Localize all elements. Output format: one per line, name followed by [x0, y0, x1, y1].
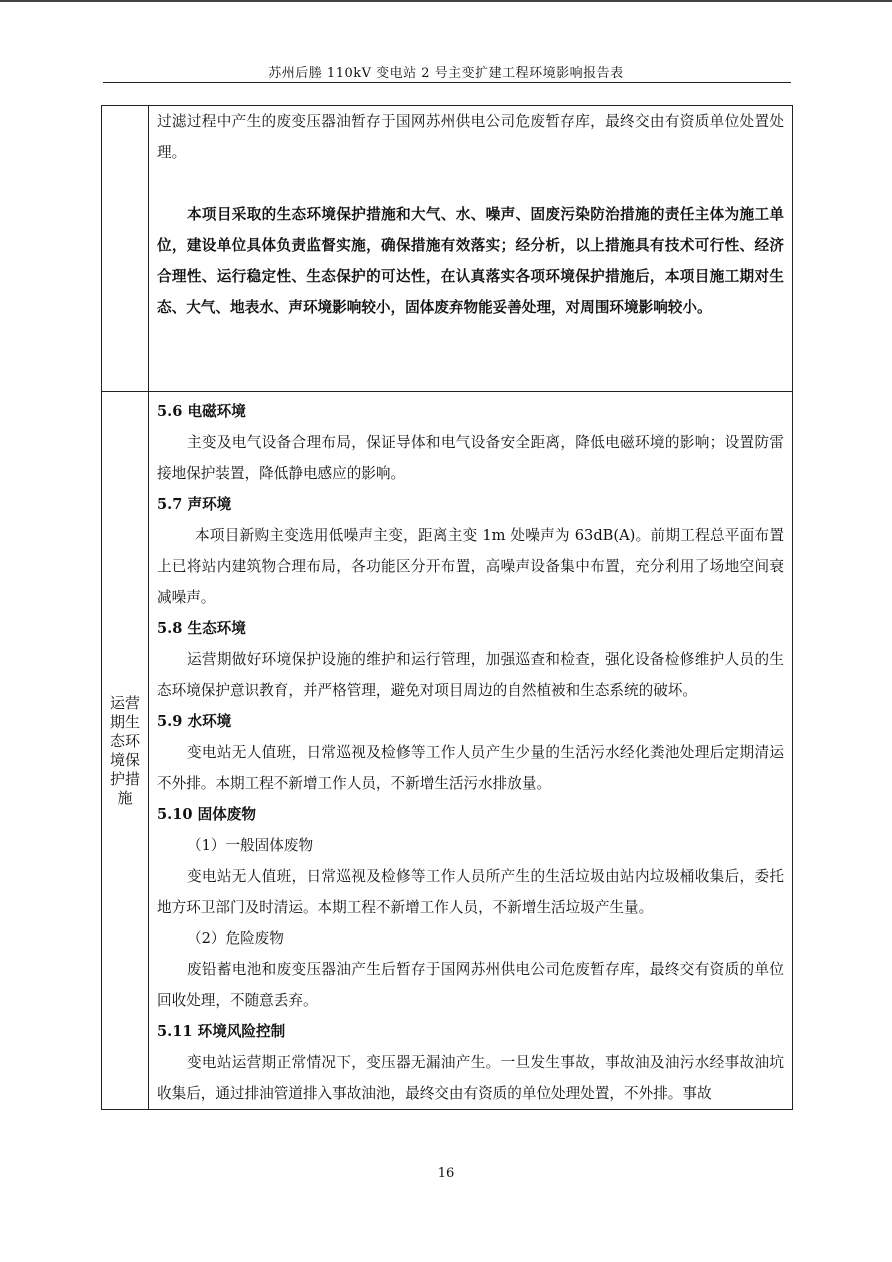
- paragraph: 废铅蓄电池和废变压器油产生后暂存于国网苏州供电公司危废暂存库，最终交有资质的单位回收处理，不随意丢弃。: [157, 961, 784, 1009]
- paragraph: 变电站无人值班，日常巡视及检修等工作人员所产生的生活垃圾由站内垃圾桶收集后，委托地方环卫部门及时清运。本期工程不新增工作人员，不新增生活垃圾产生量。: [157, 868, 784, 916]
- row-label-cell: [102, 106, 149, 392]
- section-heading: 5.8 生态环境: [157, 620, 246, 637]
- page-header: 苏州后塍 110kV 变电站 2 号主变扩建工程环境影响报告表: [268, 66, 624, 81]
- header-rule: [103, 82, 791, 83]
- table-row: [102, 106, 793, 392]
- paragraph: 过滤过程中产生的废变压器油暂存于国网苏州供电公司危废暂存库，最终交由有资质单位处置处理。: [157, 113, 784, 161]
- paragraph: 主变及电气设备合理布局，保证导体和电气设备安全距离，降低电磁环境的影响；设置防雷接地保护装置，降低静电感应的影响。: [157, 434, 784, 482]
- section-heading: 5.7 声环境: [157, 496, 232, 513]
- row-label: 运营期生态环境保护措施: [109, 693, 140, 807]
- top-border: [0, 0, 892, 2]
- measures-table: [101, 105, 793, 1110]
- section-heading: 5.10 固体废物: [157, 806, 256, 823]
- subheading: （1）一般固体废物: [187, 837, 314, 854]
- subheading: （2）危险废物: [187, 930, 284, 947]
- section-heading: 5.11 环境风险控制: [157, 1023, 286, 1040]
- row-label-cell: [102, 392, 149, 1110]
- row-content-cell: [149, 106, 793, 392]
- page-number: 16: [437, 1166, 455, 1181]
- paragraph: 运营期做好环境保护设施的维护和运行管理，加强巡查和检查，强化设备检修维护人员的生态环境保护意识教育，并严格管理，避免对项目周边的自然植被和生态系统的破坏。: [157, 651, 784, 699]
- section-heading: 5.6 电磁环境: [157, 403, 246, 420]
- paragraph: 变电站无人值班，日常巡视及检修等工作人员产生少量的生活污水经化粪池处理后定期清运不外排。本期工程不新增工作人员，不新增生活污水排放量。: [157, 744, 784, 792]
- summary-paragraph: 本项目采取的生态环境保护措施和大气、水、噪声、固废污染防治措施的责任主体为施工单位，建设单位具体负责监督实施，确保措施有效落实；经分析，以上措施具有技术可行性、经济合理性、运行稳定性、生态保护的可达性，在认真落实各项环境保护措施后，本项目施工期对生态、大气、地表水、声环境影响较小，固体废弃物能妥善处理，对周围环境影响较小。: [157, 206, 784, 316]
- paragraph: 变电站运营期正常情况下，变压器无漏油产生。一旦发生事故，事故油及油污水经事故油坑收集后，通过排油管道排入事故油池，最终交由有资质的单位处理处置，不外排。事故: [157, 1054, 784, 1102]
- paragraph: 本项目新购主变选用低噪声主变，距离主变 1m 处噪声为 63dB(A)。前期工程总平面布置上已将站内建筑物合理布局，各功能区分开布置，高噪声设备集中布置，充分利用了场地空间衰减噪声。: [157, 527, 784, 606]
- section-heading: 5.9 水环境: [157, 713, 232, 730]
- row-content-cell: [149, 392, 793, 1110]
- table-row: [102, 392, 793, 1110]
